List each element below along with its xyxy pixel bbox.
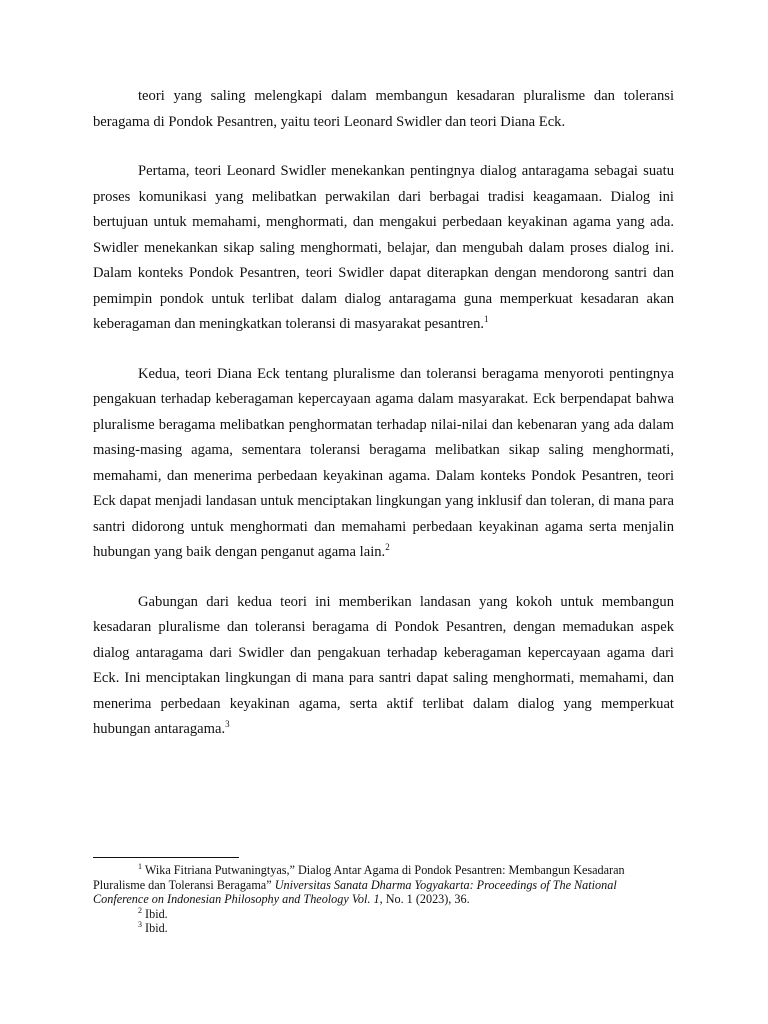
footnote-separator bbox=[93, 857, 239, 858]
footnote-ref[interactable]: 3 bbox=[225, 719, 230, 730]
footnote-ref[interactable]: 1 bbox=[484, 314, 489, 325]
footnote-ref[interactable]: 2 bbox=[385, 542, 390, 553]
paragraph bbox=[93, 362, 674, 566]
paragraph bbox=[93, 590, 674, 743]
footnote-number: 1 bbox=[138, 861, 142, 871]
paragraph bbox=[93, 84, 674, 135]
footnotes bbox=[93, 857, 674, 936]
body-text bbox=[93, 84, 674, 767]
footnote bbox=[93, 921, 674, 936]
footnote-text: Wika Fitriana Putwaningtyas,” Dialog Antar Agama di Pondok Pesantren: Membangun Kesadaran Pluralisme dan Toleransi Beragama” bbox=[93, 863, 625, 892]
footnote-text: Ibid. bbox=[142, 906, 168, 921]
footnote-number: 2 bbox=[138, 905, 142, 915]
paragraph-text: Pertama, teori Leonard Swidler menekankan pentingnya dialog antaragama sebagai suatu proses komunikasi yang melibatkan perwakilan dari berbagai tradisi keagamaan. Dialog ini bertujuan untuk memahami, menghormati, dan mengakui perbedaan keyakinan agama yang ada. Swidler menekankan sikap saling menghormati, belajar, dan mengubah dalam proses dialog ini. Dalam konteks Pondok Pesantren, teori Swidler dapat diterapkan dengan mendorong santri dan pemimpin pondok untuk terlibat dalam dialog antaragama guna memperkuat kesadaran akan keberagaman dan meningkatkan toleransi di masyarakat pesantren. bbox=[93, 163, 674, 332]
paragraph-text: teori yang saling melengkapi dalam membangun kesadaran pluralisme dan toleransi beragama di Pondok Pesantren, yaitu teori Leonard Swidler dan teori Diana Eck. bbox=[93, 88, 674, 130]
footnote-source: Universitas Sanata Dharma Yogyakarta: Proceedings of The National Conference on Indonesian Philosophy and Theology Vol. 1 bbox=[93, 877, 617, 906]
footnote bbox=[93, 863, 674, 907]
paragraph-text: Gabungan dari kedua teori ini memberikan landasan yang kokoh untuk membangun kesadaran pluralisme dan toleransi beragama di Pondok Pesantren, dengan memadukan aspek dialog antaragama dari Swidler dan pengakuan terhadap keberagaman kepercayaan agama dari Eck. Ini menciptakan lingkungan di mana para santri dapat saling menghormati, memahami, dan menerima perbedaan keyakinan agama, serta aktif terlibat dalam dialog yang memperkuat hubungan antaragama. bbox=[93, 593, 674, 737]
footnote-text: Ibid. bbox=[142, 921, 168, 935]
footnote-text: , No. 1 (2023), 36. bbox=[379, 892, 470, 906]
paragraph bbox=[93, 159, 674, 338]
paragraph-text: Kedua, teori Diana Eck tentang pluralisme dan toleransi beragama menyoroti pentingnya pengakuan terhadap keberagaman kepercayaan agama dalam masyarakat. Eck berpendapat bahwa pluralisme beragama melibatkan penghormatan terhadap nilai-nilai dan kebenaran yang ada dalam masing-masing agama, sementara toleransi beragama melibatkan sikap saling menghormati, memahami, dan menerima perbedaan keyakinan agama. Dalam konteks Pondok Pesantren, teori Eck dapat menjadi landasan untuk menciptakan lingkungan yang inklusif dan toleran, di mana para santri didorong untuk menghormati dan memahami perbedaan keyakinan agama serta menjalin hubungan yang baik dengan penganut agama lain. bbox=[93, 365, 674, 560]
footnote-number: 3 bbox=[138, 919, 142, 929]
footnote bbox=[93, 907, 674, 922]
